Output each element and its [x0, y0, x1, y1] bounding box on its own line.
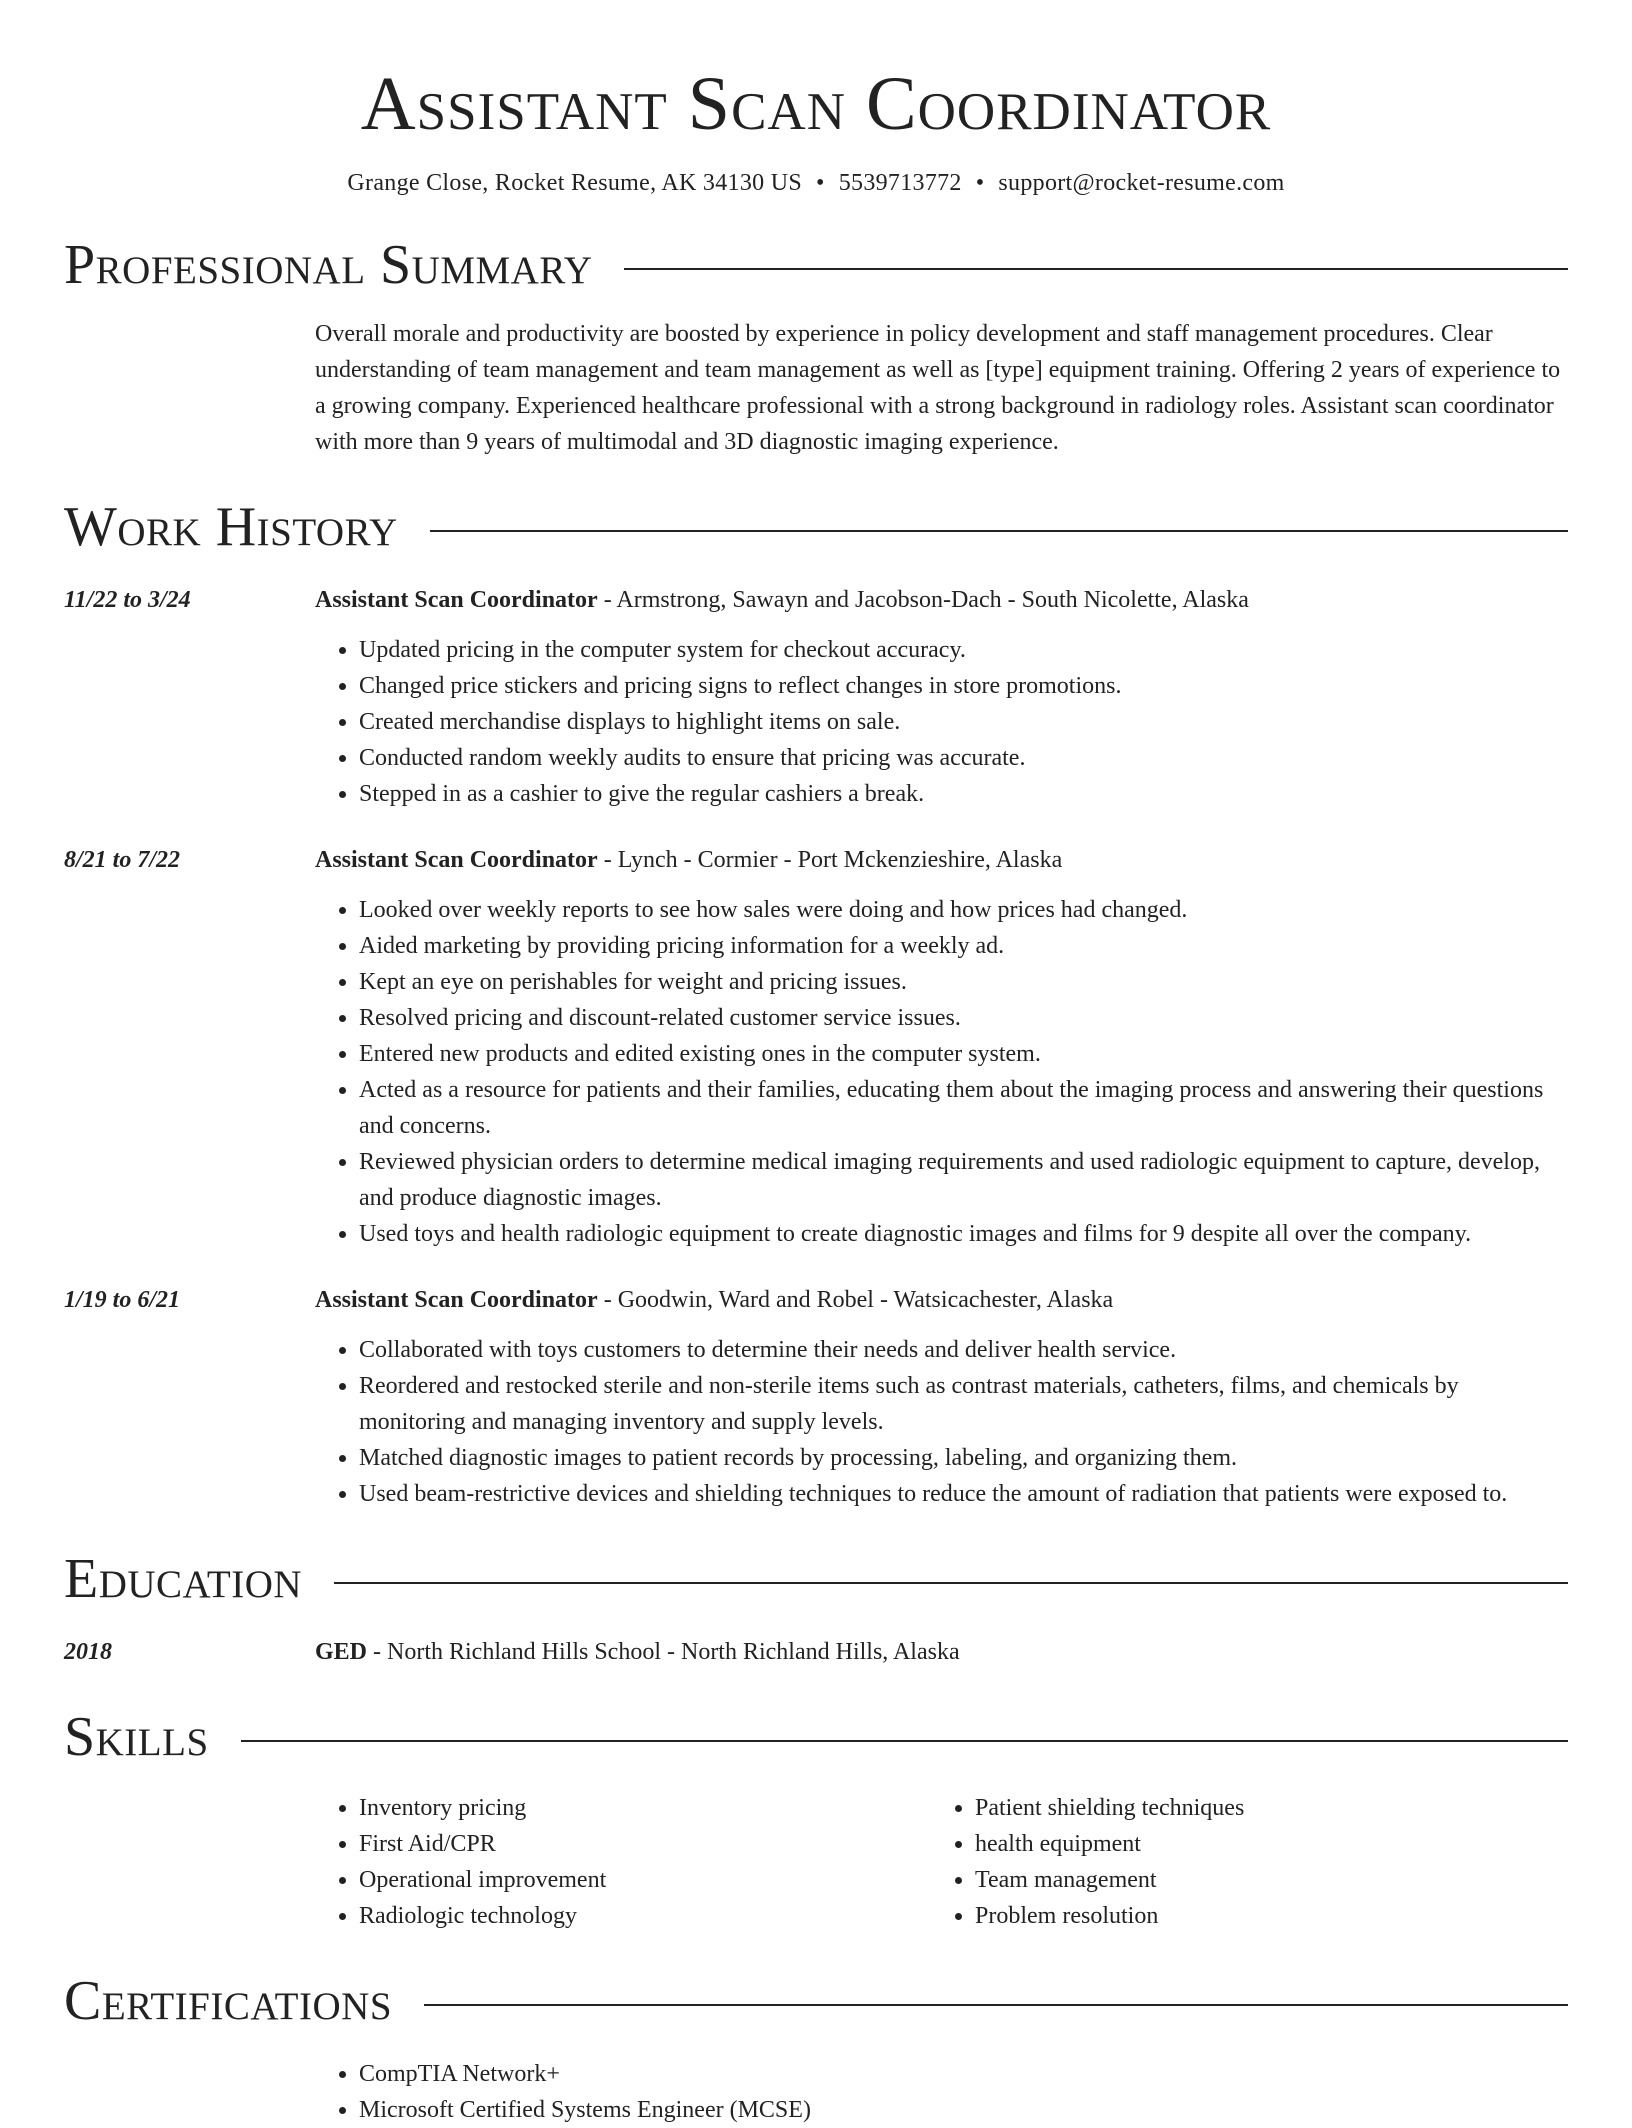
skills-column-right — [931, 1790, 1547, 1934]
skills-row — [64, 1768, 1568, 1934]
job-bullets — [315, 892, 1568, 1252]
certifications-section-header — [64, 1970, 1568, 2032]
list-item: • Reordered and restocked sterile and non-sterile items such as contrast materials, catheters, films, and chemicals by monitoring and managing inventory and supply levels. — [359, 1368, 1568, 1440]
job-title: Assistant Scan Coordinator — [315, 847, 598, 873]
job-entry — [64, 1282, 1568, 1512]
list-item: • Aided marketing by providing pricing information for a weekly ad. — [359, 928, 1568, 964]
section-divider — [241, 1740, 1568, 1742]
summary-row — [64, 296, 1568, 460]
list-item: • Used toys and health radiologic equipment to create diagnostic images and films for 9 despite all over the company. — [359, 1216, 1568, 1252]
job-heading — [315, 842, 1568, 878]
job-title: Assistant Scan Coordinator — [315, 1287, 598, 1313]
work-heading: Work History — [64, 496, 398, 558]
contact-phone: 5539713772 — [838, 170, 962, 196]
job-heading — [315, 1282, 1568, 1318]
contact-email: support@rocket-resume.com — [998, 170, 1285, 196]
job-heading — [315, 582, 1568, 618]
list-item: • Created merchandise displays to highlight items on sale. — [359, 704, 1568, 740]
certification-item: • Microsoft Certified Systems Engineer (MCSE) — [359, 2092, 1568, 2128]
list-item: • Used beam-restrictive devices and shielding techniques to reduce the amount of radiation that patients were exposed to. — [359, 1476, 1568, 1512]
list-item: • Collaborated with toys customers to determine their needs and deliver health service. — [359, 1332, 1568, 1368]
list-item: • Stepped in as a cashier to give the regular cashiers a break. — [359, 776, 1568, 812]
list-item: • Changed price stickers and pricing signs to reflect changes in store promotions. — [359, 668, 1568, 704]
education-school: - North Richland Hills School - North Richland Hills, Alaska — [367, 1639, 960, 1665]
skills-column-left — [315, 1790, 931, 1934]
skill-item: • Operational improvement — [359, 1862, 931, 1898]
job-employer: - Goodwin, Ward and Robel - Watsicachester, Alaska — [597, 1287, 1114, 1313]
job-employer: - Armstrong, Sawayn and Jacobson-Dach - South Nicolette, Alaska — [597, 587, 1249, 613]
list-item: • Conducted random weekly audits to ensure that pricing was accurate. — [359, 740, 1568, 776]
work-list — [64, 582, 1568, 1512]
skill-item: • Problem resolution — [975, 1898, 1547, 1934]
job-entry — [64, 842, 1568, 1252]
education-degree: GED — [315, 1639, 368, 1665]
job-bullets — [315, 632, 1568, 812]
page-title: Assistant Scan Coordinator — [360, 62, 1272, 146]
contact-line — [64, 168, 1568, 198]
job-entry — [64, 582, 1568, 812]
list-item: • Looked over weekly reports to see how sales were doing and how prices had changed. — [359, 892, 1568, 928]
list-item: • Kept an eye on perishables for weight and pricing issues. — [359, 964, 1568, 1000]
list-item: • Updated pricing in the computer system for checkout accuracy. — [359, 632, 1568, 668]
certifications-list — [315, 2056, 1568, 2128]
contact-address: Grange Close, Rocket Resume, AK 34130 US — [347, 170, 803, 196]
skill-item: • Team management — [975, 1862, 1547, 1898]
skills-heading: Skills — [64, 1706, 209, 1768]
summary-section-header — [64, 234, 1568, 296]
skill-item: • Patient shielding techniques — [975, 1790, 1547, 1826]
job-dates: 1/19 to 6/21 — [64, 1287, 181, 1313]
summary-text: Overall morale and productivity are boosted by experience in policy development and staff management procedures. Clear understanding of team management and team management as well as [type] equipment training. Offering 2 years of experience to a growing company. Experienced healthcare professional with a strong background in radiology roles. Assistant scan coordinator with more than 9 years of multimodal and 3D diagnostic imaging experience. — [315, 321, 1561, 455]
list-item: • Acted as a resource for patients and their families, educating them about the imaging process and answering their questions and concerns. — [359, 1072, 1568, 1144]
skill-item: • Inventory pricing — [359, 1790, 931, 1826]
education-section-header — [64, 1548, 1568, 1610]
section-divider — [334, 1582, 1568, 1584]
section-divider — [430, 530, 1568, 532]
list-item: • Resolved pricing and discount-related customer service issues. — [359, 1000, 1568, 1036]
work-section-header — [64, 496, 1568, 558]
certifications-heading: Certifications — [64, 1970, 393, 2032]
contact-separator: • — [975, 170, 985, 196]
summary-heading: Professional Summary — [64, 234, 593, 296]
skills-section-header — [64, 1706, 1568, 1768]
job-dates: 11/22 to 3/24 — [64, 587, 191, 613]
education-heading: Education — [64, 1548, 303, 1610]
skill-item: • Radiologic technology — [359, 1898, 931, 1934]
list-item: • Reviewed physician orders to determine medical imaging requirements and used radiologic equipment to capture, develop, and produce diagnostic images. — [359, 1144, 1568, 1216]
list-item: • Entered new products and edited existing ones in the computer system. — [359, 1036, 1568, 1072]
section-divider — [424, 2004, 1568, 2006]
job-employer: - Lynch - Cormier - Port Mckenzieshire, Alaska — [597, 847, 1063, 873]
job-dates: 8/21 to 7/22 — [64, 847, 181, 873]
skills-grid — [315, 1790, 1568, 1934]
education-year: 2018 — [64, 1639, 112, 1665]
section-divider — [624, 268, 1568, 270]
list-item: • Matched diagnostic images to patient records by processing, labeling, and organizing them. — [359, 1440, 1568, 1476]
job-bullets — [315, 1332, 1568, 1512]
skill-item: • First Aid/CPR — [359, 1826, 931, 1862]
skill-item: • health equipment — [975, 1826, 1547, 1862]
job-title: Assistant Scan Coordinator — [315, 587, 598, 613]
certifications-row — [64, 2056, 1568, 2128]
education-entry — [64, 1634, 1568, 1670]
certification-item: • CompTIA Network+ — [359, 2056, 1568, 2092]
contact-separator: • — [816, 170, 825, 196]
